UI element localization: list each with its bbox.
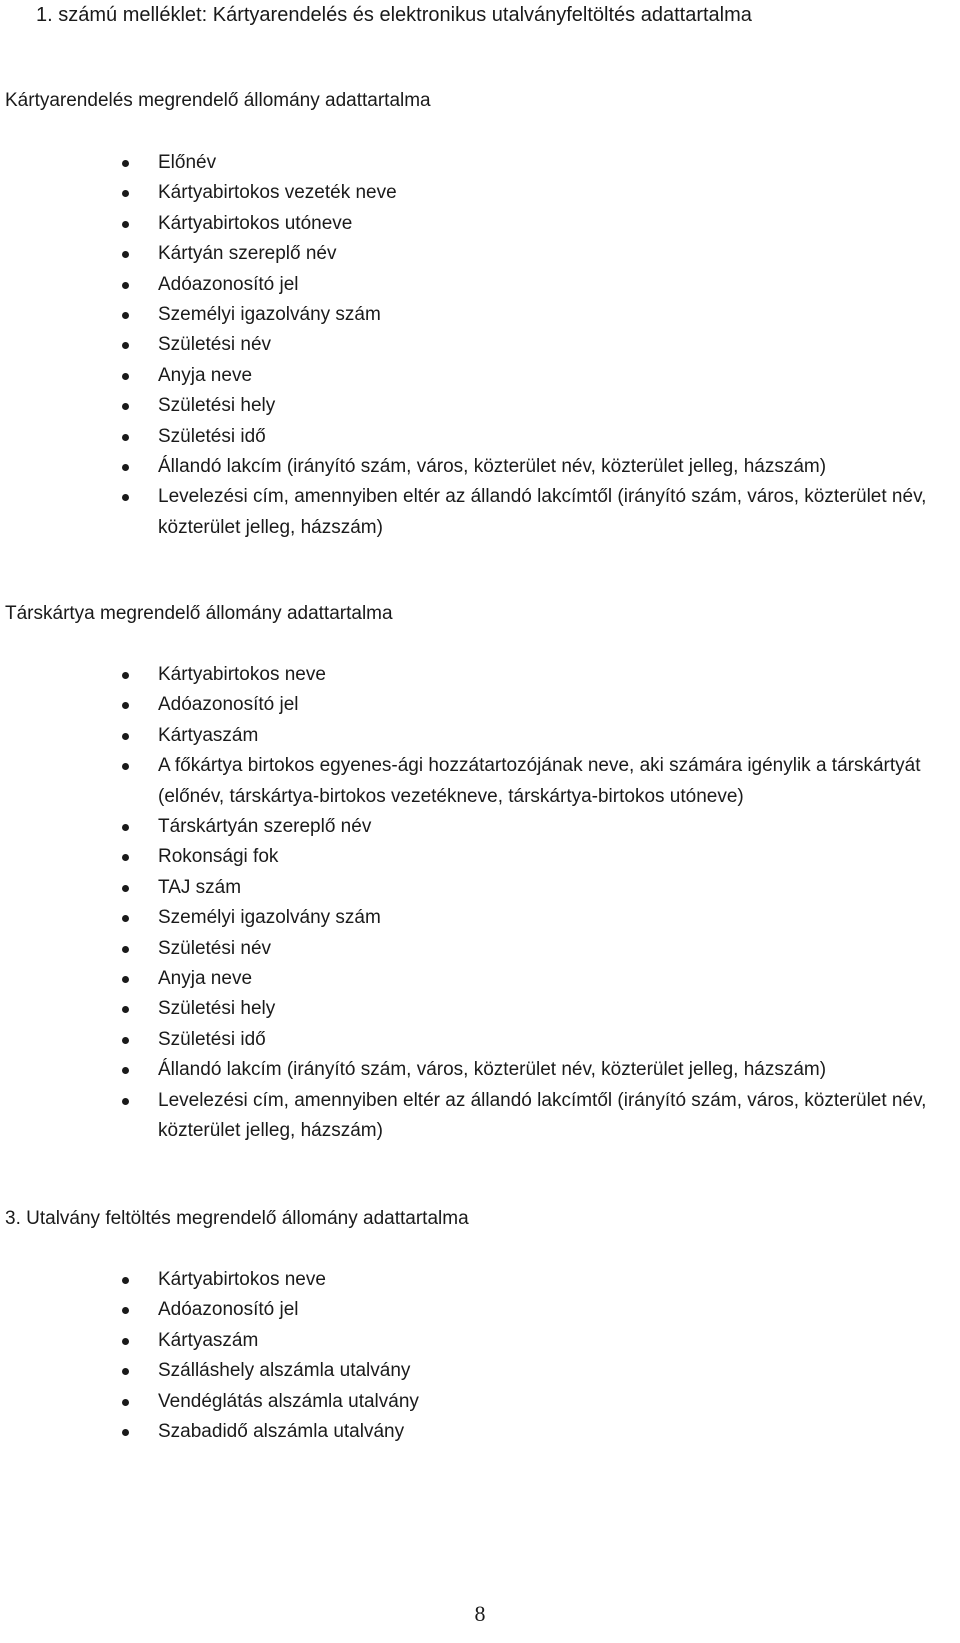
bullet-icon — [122, 1067, 129, 1074]
list-item — [118, 300, 948, 330]
list-item-text: Kártyabirtokos neve — [158, 1269, 326, 1290]
bullet-icon — [122, 824, 129, 831]
list-item-text: TAJ szám — [158, 876, 242, 898]
bullet-icon — [122, 915, 129, 922]
bullet-icon — [122, 854, 129, 861]
list-item — [118, 1326, 948, 1356]
list-item-text: Kártyaszám — [158, 724, 259, 746]
bullet-icon — [122, 763, 129, 770]
list-item — [118, 934, 948, 964]
list-item-text: Előnév — [158, 152, 217, 173]
list-item — [118, 361, 948, 391]
list-item — [118, 482, 948, 543]
list-item — [118, 209, 948, 239]
list-item-text: Személyi igazolvány szám — [158, 304, 381, 326]
list-item-text: Születési idő — [158, 425, 266, 447]
bullet-icon — [122, 1307, 129, 1314]
list-item — [118, 178, 948, 208]
list-item — [118, 1265, 948, 1295]
list-item — [118, 812, 948, 842]
list-item — [118, 270, 948, 300]
bullet-icon — [122, 1006, 129, 1013]
list-item-text: Levelezési cím, amennyiben eltér az állandó lakcímtől (irányító szám, város, közterület név, közterület jelleg, házszám) — [158, 1089, 927, 1142]
bullet-icon — [122, 1429, 129, 1436]
list-item — [118, 1356, 948, 1386]
bullet-list-card-order — [118, 148, 948, 543]
list-item-text: Kártyabirtokos vezeték neve — [158, 182, 397, 204]
list-item — [118, 873, 948, 903]
section-heading-voucher-topup: 3. Utalvány feltöltés megrendelő állomány adattartalma — [5, 1208, 469, 1229]
document-title: 1. számú melléklet: Kártyarendelés és elektronikus utalványfeltöltés adattartalma — [36, 4, 752, 26]
bullet-icon — [122, 1098, 129, 1105]
list-item-text: Kártyabirtokos utóneve — [158, 212, 353, 234]
list-item-text: Születési idő — [158, 1028, 266, 1050]
list-item — [118, 1417, 948, 1447]
bullet-icon — [122, 885, 129, 892]
section-heading-card-order: Kártyarendelés megrendelő állomány adattartalma — [5, 90, 431, 111]
bullet-icon — [122, 733, 129, 740]
bullet-icon — [122, 1399, 129, 1406]
list-item — [118, 1055, 948, 1085]
list-item-text: Kártyaszám — [158, 1329, 259, 1351]
bullet-icon — [122, 342, 129, 349]
list-item-text: Születési név — [158, 334, 272, 356]
bullet-icon — [122, 434, 129, 441]
bullet-icon — [122, 221, 129, 228]
bullet-icon — [122, 312, 129, 319]
bullet-icon — [122, 403, 129, 410]
bullet-icon — [122, 251, 129, 258]
list-item — [118, 751, 948, 812]
list-item-text: Levelezési cím, amennyiben eltér az állandó lakcímtől (irányító szám, város, közterület név, közterület jelleg, házszám) — [158, 486, 927, 538]
list-item-text: Személyi igazolvány szám — [158, 907, 381, 929]
list-item-text: Anyja neve — [158, 364, 253, 386]
list-item — [118, 660, 948, 690]
bullet-icon — [122, 190, 129, 197]
bullet-icon — [122, 976, 129, 983]
bullet-icon — [122, 1037, 129, 1044]
list-item-text: Állandó lakcím (irányító szám, város, közterület név, közterület jelleg, házszám) — [158, 1059, 827, 1081]
bullet-icon — [122, 1338, 129, 1345]
list-item-text: Szabadidő alszámla utalvány — [158, 1421, 405, 1443]
list-item — [118, 1086, 948, 1147]
bullet-icon — [122, 373, 129, 380]
list-item-text: Adóazonosító jel — [158, 694, 299, 716]
bullet-icon — [122, 702, 129, 709]
section-heading-partner-card-order: Társkártya megrendelő állomány adattartalma — [5, 603, 393, 624]
list-item — [118, 1295, 948, 1325]
list-item-text: Adóazonosító jel — [158, 273, 299, 295]
bullet-icon — [122, 672, 129, 679]
list-item-text: Társkártyán szereplő név — [158, 816, 372, 838]
list-item-text: Születési hely — [158, 395, 276, 417]
bullet-icon — [122, 946, 129, 953]
list-item — [118, 1025, 948, 1055]
bullet-icon — [122, 160, 129, 167]
list-item — [118, 690, 948, 720]
list-item-text: Vendéglátás alszámla utalvány — [158, 1390, 419, 1412]
list-item-text: Kártyán szereplő név — [158, 243, 337, 265]
page-number: 8 — [474, 1601, 486, 1626]
list-item-text: Szálláshely alszámla utalvány — [158, 1360, 411, 1382]
bullet-list-voucher-topup — [118, 1265, 948, 1447]
list-item — [118, 239, 948, 269]
list-item-text: Születési hely — [158, 998, 276, 1020]
list-item — [118, 391, 948, 421]
bullet-icon — [122, 282, 129, 289]
list-item — [118, 330, 948, 360]
list-item-text: Anyja neve — [158, 968, 253, 990]
list-item-text: Születési név — [158, 937, 272, 959]
bullet-icon — [122, 464, 129, 471]
list-item-text: Állandó lakcím (irányító szám, város, közterület név, közterület jelleg, házszám) — [158, 456, 827, 478]
list-item — [118, 994, 948, 1024]
list-item-text: Adóazonosító jel — [158, 1299, 299, 1321]
list-item-text: A főkártya birtokos egyenes-ági hozzátartozójának neve, aki számára igénylik a társkártyát (előnév, társkártya-birtokos vezetékneve, társkártya-birtokos utóneve) — [158, 755, 921, 807]
bullet-list-partner-card-order — [118, 660, 948, 1147]
list-item — [118, 452, 948, 482]
bullet-icon — [122, 1277, 129, 1284]
bullet-icon — [122, 494, 129, 501]
list-item — [118, 422, 948, 452]
list-item — [118, 964, 948, 994]
list-item — [118, 1387, 948, 1417]
list-item — [118, 721, 948, 751]
list-item-text: Rokonsági fok — [158, 846, 279, 868]
bullet-icon — [122, 1368, 129, 1375]
list-item — [118, 148, 948, 178]
list-item-text: Kártyabirtokos neve — [158, 664, 326, 685]
list-item — [118, 903, 948, 933]
list-item — [118, 842, 948, 872]
